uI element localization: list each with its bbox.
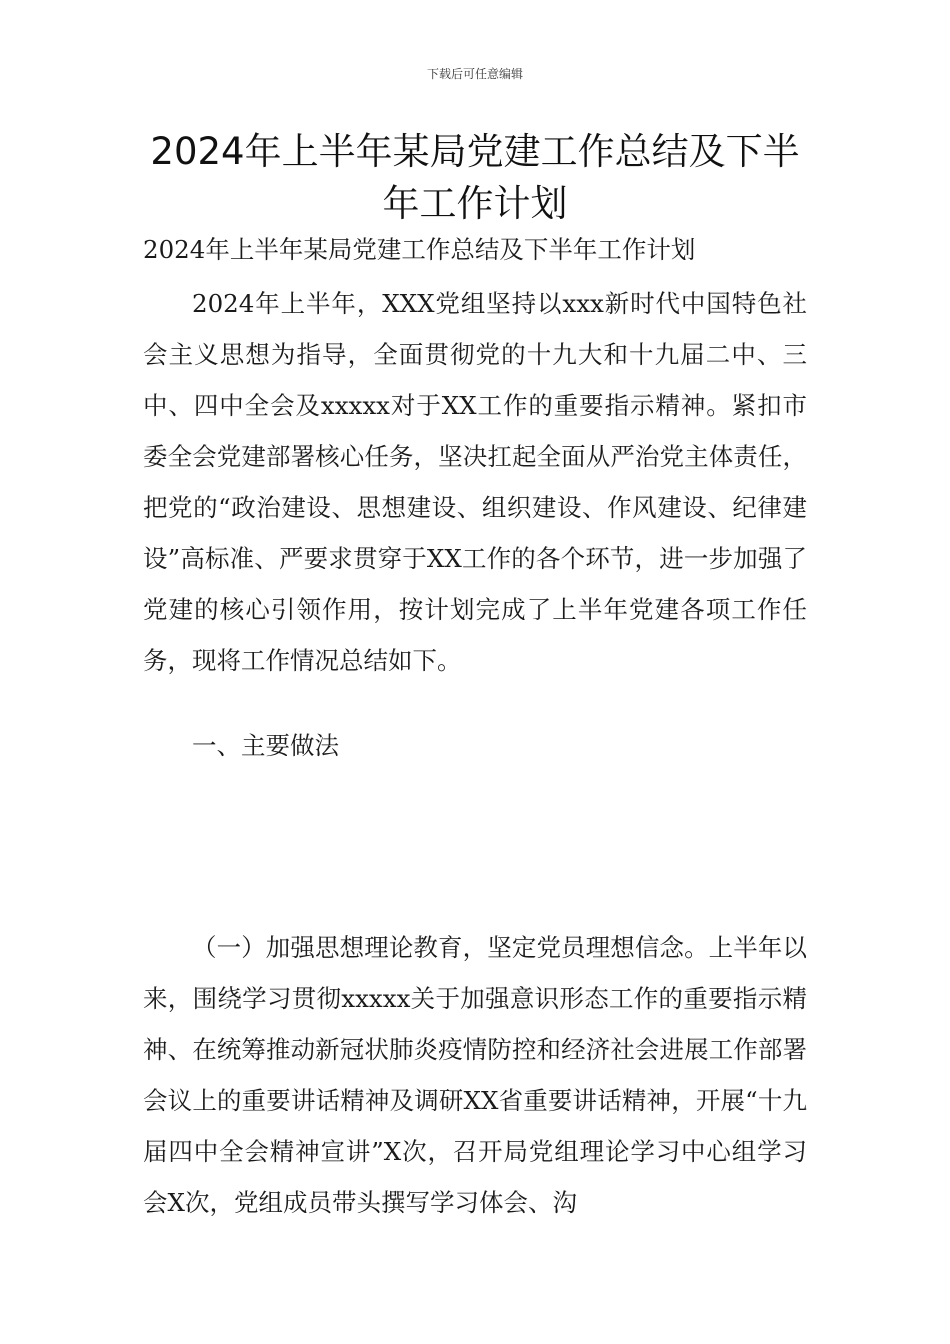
- document-title: 2024年上半年某局党建工作总结及下半年工作计划: [150, 130, 800, 225]
- document-subtitle: 2024年上半年某局党建工作总结及下半年工作计划: [143, 235, 696, 264]
- body-paragraph: （一）加强思想理论教育，坚定党员理想信念。上半年以来，围绕学习贯彻xxxxx关于加强意识形态工作的重要指示精神、在统筹推动新冠状肺炎疫情防控和经济社会进展工作部署会议上的重要讲话精神及调研XX省重要讲话精神，开展“十九届四中全会精神宣讲”X次，召开局党组理论学习中心组学习会X次，党组成员带头撰写学习体会、沟: [143, 933, 807, 1217]
- section-heading: 一、主要做法: [192, 731, 339, 760]
- intro-paragraph: 2024年上半年，XXX党组坚持以xxx新时代中国特色社会主义思想为指导，全面贯彻党的十九大和十九届二中、三中、四中全会及xxxxx对于XX工作的重要指示精神。紧扣市委全会党建部署核心任务，坚决扛起全面从严治党主体责任，把党的“政治建设、思想建设、组织建设、作风建设、纪律建设”高标准、严要求贯穿于XX工作的各个环节，进一步加强了党建的核心引领作用，按计划完成了上半年党建各项工作任务，现将工作情况总结如下。: [143, 289, 807, 675]
- header-note: 下载后可任意编辑: [426, 67, 523, 81]
